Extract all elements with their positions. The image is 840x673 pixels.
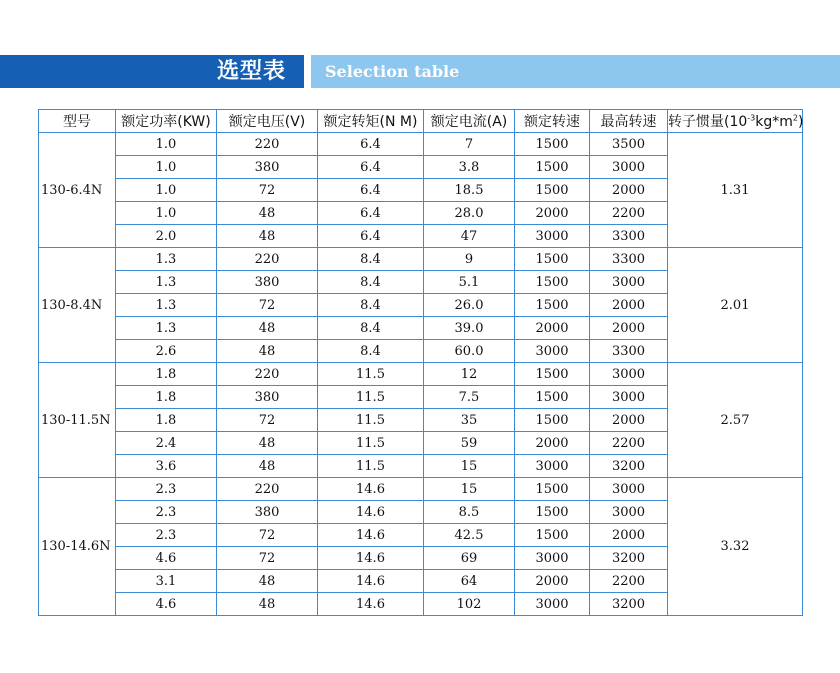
torque-cell: 6.4 xyxy=(318,133,424,156)
power-cell: 1.3 xyxy=(116,248,217,271)
speed-cell: 1500 xyxy=(515,501,590,524)
voltage-cell: 72 xyxy=(217,524,318,547)
table-row xyxy=(39,133,803,156)
page-subtitle: Selection table xyxy=(325,62,460,81)
current-cell: 7.5 xyxy=(424,386,515,409)
torque-cell: 11.5 xyxy=(318,432,424,455)
torque-cell: 6.4 xyxy=(318,202,424,225)
voltage-cell: 48 xyxy=(217,432,318,455)
voltage-cell: 380 xyxy=(217,271,318,294)
current-cell: 59 xyxy=(424,432,515,455)
max-speed-cell: 2000 xyxy=(590,179,668,202)
torque-cell: 8.4 xyxy=(318,248,424,271)
current-cell: 64 xyxy=(424,570,515,593)
speed-cell: 1500 xyxy=(515,386,590,409)
speed-cell: 1500 xyxy=(515,524,590,547)
power-cell: 2.4 xyxy=(116,432,217,455)
header-voltage: 额定电压(V) xyxy=(217,110,318,133)
speed-cell: 3000 xyxy=(515,225,590,248)
speed-cell: 3000 xyxy=(515,547,590,570)
voltage-cell: 48 xyxy=(217,570,318,593)
power-cell: 1.3 xyxy=(116,317,217,340)
power-cell: 3.1 xyxy=(116,570,217,593)
max-speed-cell: 3200 xyxy=(590,593,668,616)
voltage-cell: 220 xyxy=(217,248,318,271)
power-cell: 1.0 xyxy=(116,133,217,156)
current-cell: 12 xyxy=(424,363,515,386)
max-speed-cell: 2200 xyxy=(590,432,668,455)
header-current: 额定电流(A) xyxy=(424,110,515,133)
voltage-cell: 48 xyxy=(217,225,318,248)
voltage-cell: 48 xyxy=(217,340,318,363)
voltage-cell: 72 xyxy=(217,294,318,317)
current-cell: 5.1 xyxy=(424,271,515,294)
current-cell: 35 xyxy=(424,409,515,432)
torque-cell: 14.6 xyxy=(318,570,424,593)
model-cell: 130-8.4N xyxy=(39,248,116,363)
torque-cell: 6.4 xyxy=(318,179,424,202)
speed-cell: 2000 xyxy=(515,570,590,593)
speed-cell: 2000 xyxy=(515,432,590,455)
voltage-cell: 380 xyxy=(217,156,318,179)
power-cell: 1.0 xyxy=(116,179,217,202)
current-cell: 42.5 xyxy=(424,524,515,547)
header-torque: 额定转矩(N M) xyxy=(318,110,424,133)
speed-cell: 2000 xyxy=(515,317,590,340)
inertia-cell: 1.31 xyxy=(668,133,803,248)
max-speed-cell: 3000 xyxy=(590,363,668,386)
table-row xyxy=(39,478,803,501)
torque-cell: 8.4 xyxy=(318,271,424,294)
voltage-cell: 220 xyxy=(217,133,318,156)
model-cell: 130-14.6N xyxy=(39,478,116,616)
voltage-cell: 48 xyxy=(217,455,318,478)
power-cell: 1.3 xyxy=(116,271,217,294)
max-speed-cell: 3300 xyxy=(590,248,668,271)
torque-cell: 14.6 xyxy=(318,501,424,524)
current-cell: 28.0 xyxy=(424,202,515,225)
max-speed-cell: 3000 xyxy=(590,271,668,294)
torque-cell: 14.6 xyxy=(318,478,424,501)
model-cell: 130-11.5N xyxy=(39,363,116,478)
current-cell: 26.0 xyxy=(424,294,515,317)
power-cell: 2.0 xyxy=(116,225,217,248)
torque-cell: 6.4 xyxy=(318,156,424,179)
power-cell: 2.3 xyxy=(116,524,217,547)
header-max-speed: 最高转速 xyxy=(590,110,668,133)
speed-cell: 1500 xyxy=(515,133,590,156)
speed-cell: 1500 xyxy=(515,271,590,294)
max-speed-cell: 2200 xyxy=(590,570,668,593)
current-cell: 47 xyxy=(424,225,515,248)
torque-cell: 14.6 xyxy=(318,524,424,547)
inertia-cell: 2.01 xyxy=(668,248,803,363)
max-speed-cell: 3200 xyxy=(590,547,668,570)
max-speed-cell: 3000 xyxy=(590,478,668,501)
voltage-cell: 380 xyxy=(217,501,318,524)
torque-cell: 14.6 xyxy=(318,593,424,616)
power-cell: 1.3 xyxy=(116,294,217,317)
max-speed-cell: 3500 xyxy=(590,133,668,156)
torque-cell: 6.4 xyxy=(318,225,424,248)
header-power: 额定功率(KW) xyxy=(116,110,217,133)
speed-cell: 3000 xyxy=(515,340,590,363)
power-cell: 1.0 xyxy=(116,202,217,225)
torque-cell: 8.4 xyxy=(318,294,424,317)
power-cell: 1.0 xyxy=(116,156,217,179)
voltage-cell: 380 xyxy=(217,386,318,409)
table-row xyxy=(39,248,803,271)
current-cell: 15 xyxy=(424,455,515,478)
selection-table xyxy=(38,109,803,616)
table-header-row xyxy=(39,110,803,133)
current-cell: 7 xyxy=(424,133,515,156)
speed-cell: 1500 xyxy=(515,294,590,317)
current-cell: 9 xyxy=(424,248,515,271)
power-cell: 1.8 xyxy=(116,409,217,432)
power-cell: 2.6 xyxy=(116,340,217,363)
model-cell: 130-6.4N xyxy=(39,133,116,248)
torque-cell: 11.5 xyxy=(318,386,424,409)
current-cell: 18.5 xyxy=(424,179,515,202)
current-cell: 3.8 xyxy=(424,156,515,179)
table-row xyxy=(39,363,803,386)
inertia-cell: 2.57 xyxy=(668,363,803,478)
max-speed-cell: 2000 xyxy=(590,409,668,432)
current-cell: 102 xyxy=(424,593,515,616)
power-cell: 3.6 xyxy=(116,455,217,478)
torque-cell: 14.6 xyxy=(318,547,424,570)
max-speed-cell: 3000 xyxy=(590,501,668,524)
power-cell: 2.3 xyxy=(116,501,217,524)
torque-cell: 11.5 xyxy=(318,455,424,478)
voltage-cell: 220 xyxy=(217,363,318,386)
current-cell: 8.5 xyxy=(424,501,515,524)
speed-cell: 1500 xyxy=(515,179,590,202)
title-banner xyxy=(0,55,304,88)
speed-cell: 3000 xyxy=(515,593,590,616)
max-speed-cell: 3000 xyxy=(590,156,668,179)
max-speed-cell: 2000 xyxy=(590,524,668,547)
torque-cell: 8.4 xyxy=(318,340,424,363)
current-cell: 15 xyxy=(424,478,515,501)
power-cell: 1.8 xyxy=(116,363,217,386)
voltage-cell: 72 xyxy=(217,409,318,432)
power-cell: 1.8 xyxy=(116,386,217,409)
speed-cell: 1500 xyxy=(515,478,590,501)
speed-cell: 1500 xyxy=(515,156,590,179)
max-speed-cell: 2200 xyxy=(590,202,668,225)
header-speed: 额定转速 xyxy=(515,110,590,133)
max-speed-cell: 2000 xyxy=(590,317,668,340)
torque-cell: 11.5 xyxy=(318,409,424,432)
voltage-cell: 48 xyxy=(217,202,318,225)
power-cell: 2.3 xyxy=(116,478,217,501)
subtitle-banner xyxy=(311,55,840,88)
speed-cell: 1500 xyxy=(515,248,590,271)
speed-cell: 3000 xyxy=(515,455,590,478)
voltage-cell: 220 xyxy=(217,478,318,501)
max-speed-cell: 3300 xyxy=(590,225,668,248)
page-title: 选型表 xyxy=(216,59,286,84)
current-cell: 39.0 xyxy=(424,317,515,340)
current-cell: 69 xyxy=(424,547,515,570)
current-cell: 60.0 xyxy=(424,340,515,363)
power-cell: 4.6 xyxy=(116,547,217,570)
voltage-cell: 72 xyxy=(217,179,318,202)
torque-cell: 8.4 xyxy=(318,317,424,340)
speed-cell: 1500 xyxy=(515,363,590,386)
torque-cell: 11.5 xyxy=(318,363,424,386)
max-speed-cell: 3300 xyxy=(590,340,668,363)
max-speed-cell: 2000 xyxy=(590,294,668,317)
header-model: 型号 xyxy=(39,110,116,133)
max-speed-cell: 3200 xyxy=(590,455,668,478)
voltage-cell: 48 xyxy=(217,317,318,340)
inertia-cell: 3.32 xyxy=(668,478,803,616)
voltage-cell: 48 xyxy=(217,593,318,616)
header-inertia: 转子惯量$(10^{-3}kg*m^2)$ xyxy=(668,110,803,133)
speed-cell: 2000 xyxy=(515,202,590,225)
voltage-cell: 72 xyxy=(217,547,318,570)
max-speed-cell: 3000 xyxy=(590,386,668,409)
speed-cell: 1500 xyxy=(515,409,590,432)
power-cell: 4.6 xyxy=(116,593,217,616)
